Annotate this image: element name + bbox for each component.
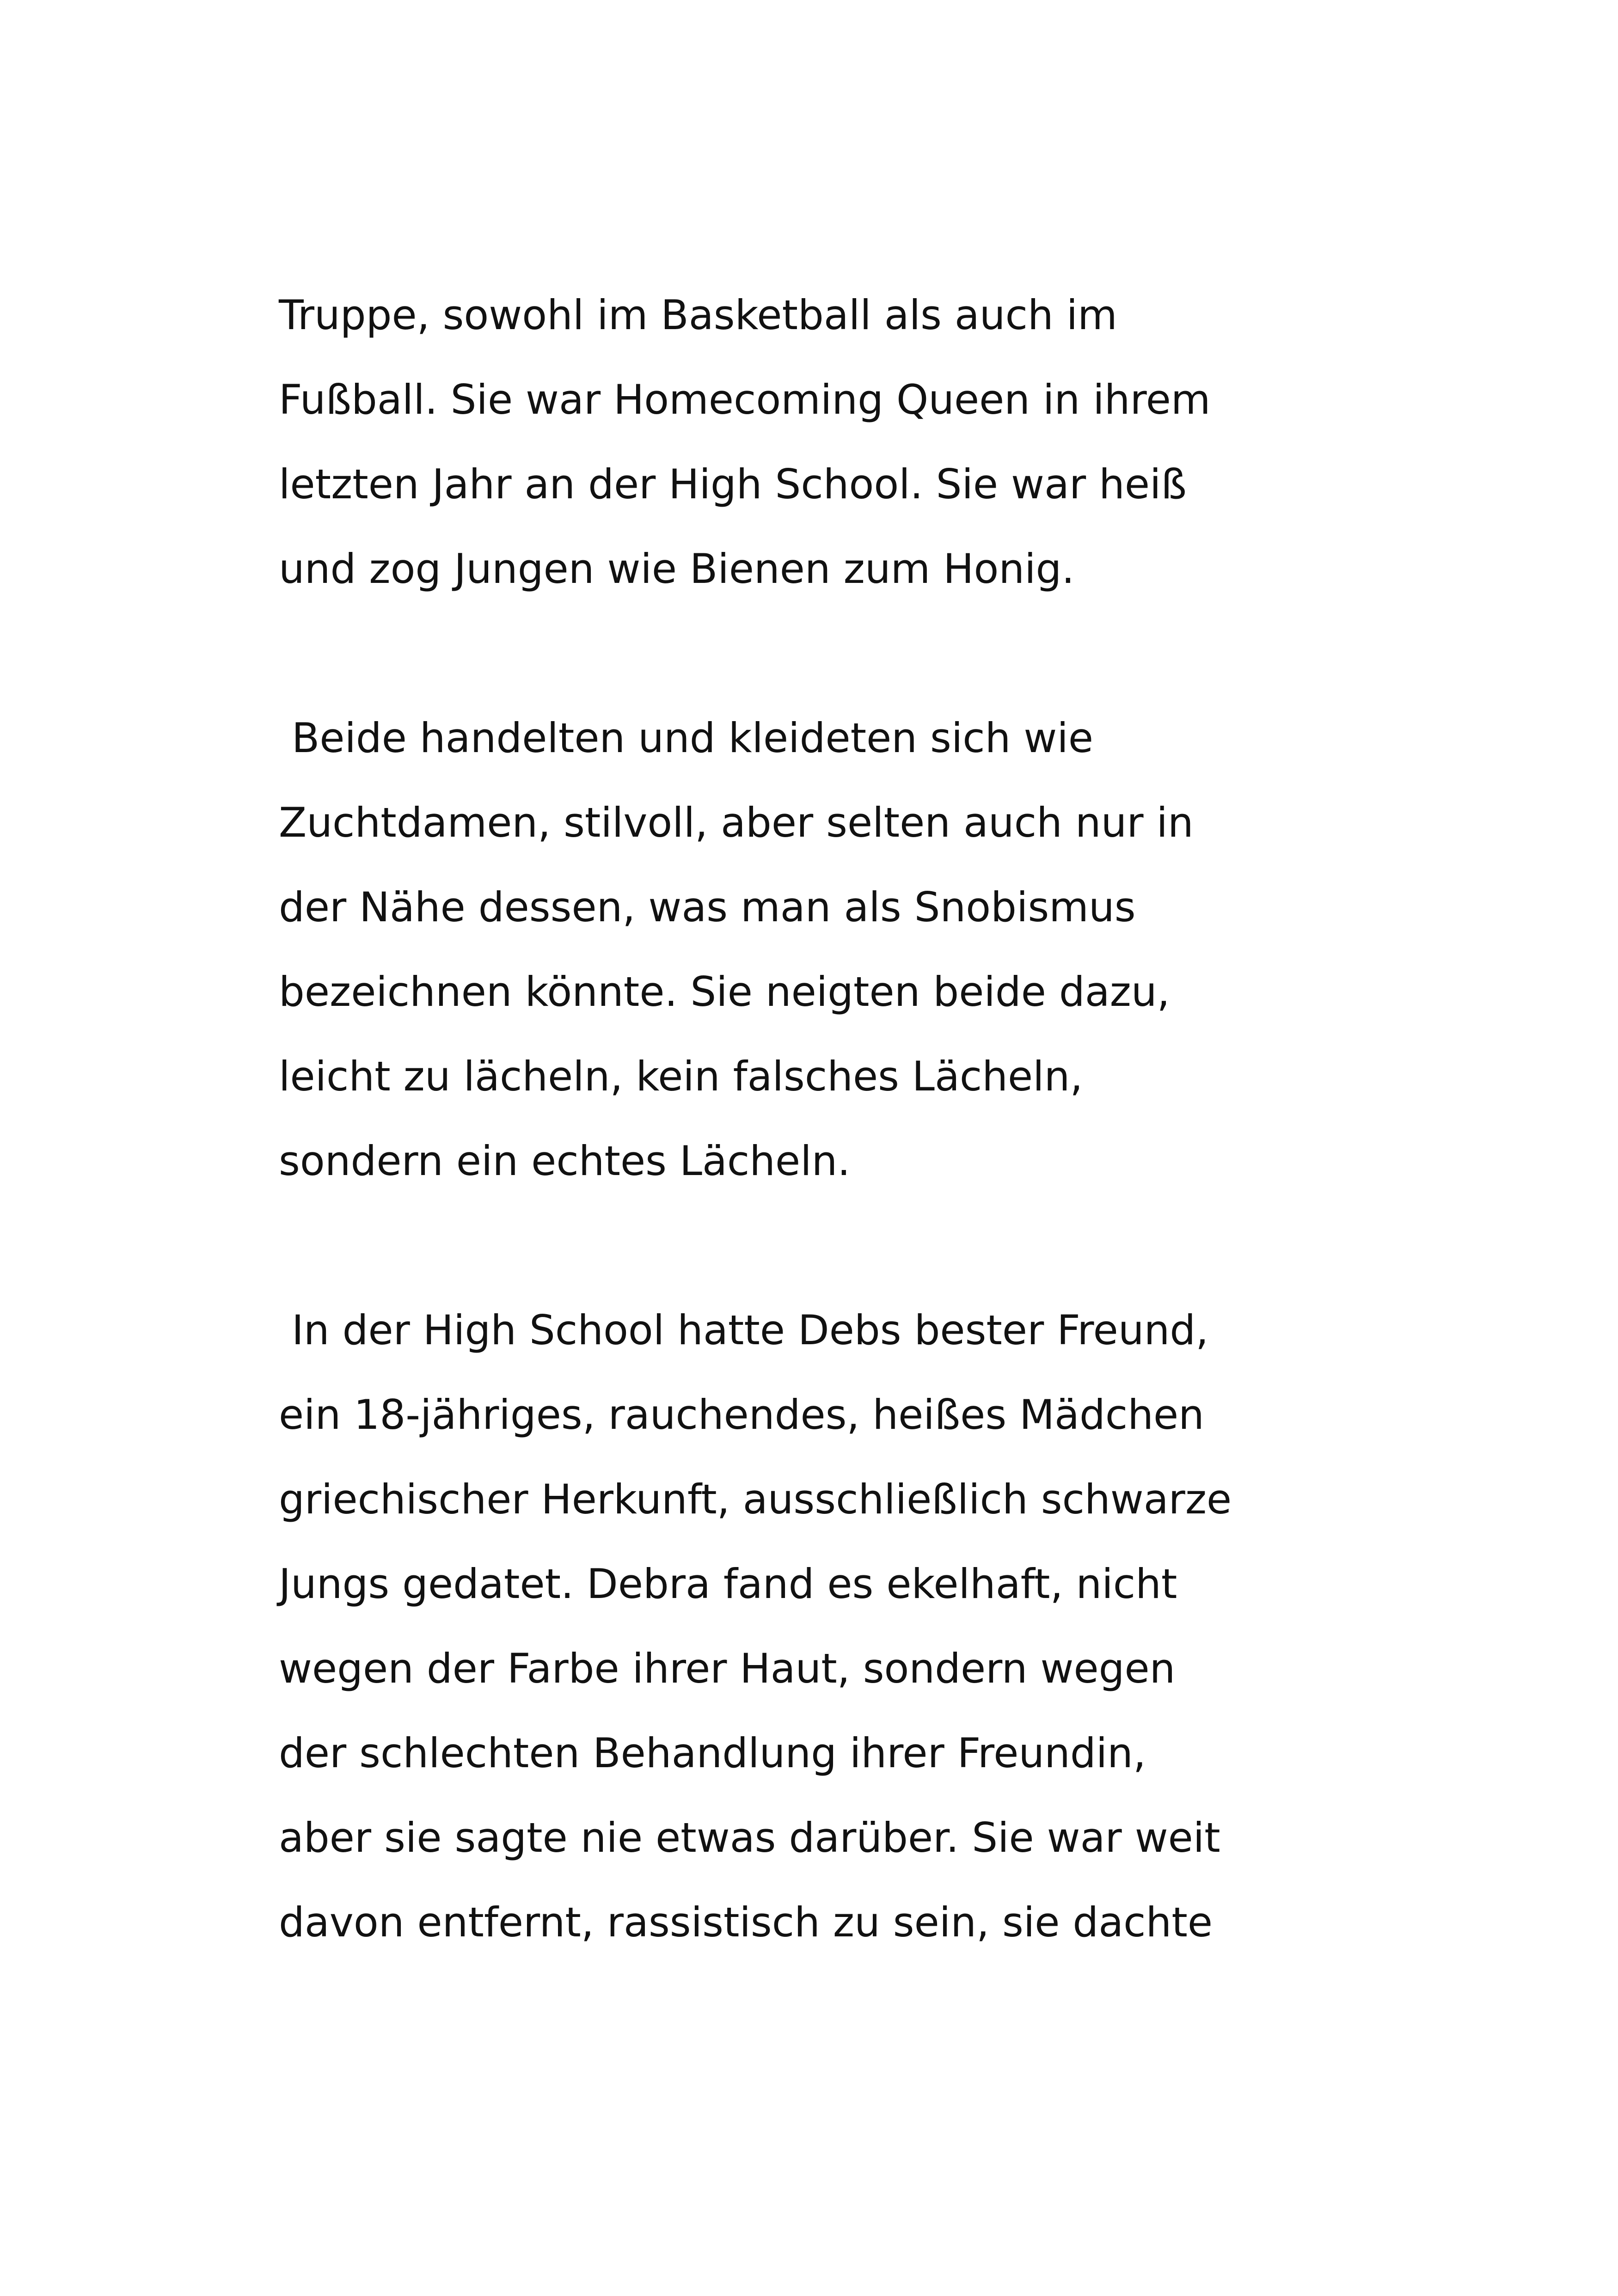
body-text [279,273,1397,1965]
text-line: Truppe, sowohl im Basketball als auch im [279,291,1117,339]
text-line: In der High School hatte Debs bester Freund, [279,1306,1209,1354]
text-line: davon entfernt, rassistisch zu sein, sie dachte [279,1898,1213,1946]
paragraph-3 [279,1288,1397,1965]
text-line: letzten Jahr an der High School. Sie war heiß [279,460,1187,508]
text-line: Jungs gedatet. Debra fand es ekelhaft, nicht [279,1560,1177,1608]
text-line: ein 18-jähriges, rauchendes, heißes Mädchen [279,1391,1204,1439]
text-line: der schlechten Behandlung ihrer Freundin, [279,1729,1146,1777]
text-line: Fußball. Sie war Homecoming Queen in ihrem [279,376,1211,423]
text-line: sondern ein echtes Lächeln. [279,1137,851,1185]
paragraph-gap [279,611,1397,696]
paragraph-1 [279,273,1397,611]
paragraph-gap [279,1203,1397,1288]
paragraph-2 [279,696,1397,1203]
text-line: wegen der Farbe ihrer Haut, sondern wegen [279,1645,1176,1692]
text-line: bezeichnen könnte. Sie neigten beide dazu, [279,968,1170,1016]
text-line: leicht zu lächeln, kein falsches Lächeln, [279,1053,1083,1100]
text-line: und zog Jungen wie Bienen zum Honig. [279,545,1075,593]
text-line: Beide handelten und kleideten sich wie [279,714,1093,762]
text-line: aber sie sagte nie etwas darüber. Sie war weit [279,1814,1220,1861]
text-line: der Nähe dessen, was man als Snobismus [279,883,1136,931]
text-line: Zuchtdamen, stilvoll, aber selten auch nur in [279,799,1194,846]
text-line: griechischer Herkunft, ausschließlich schwarze [279,1476,1232,1523]
